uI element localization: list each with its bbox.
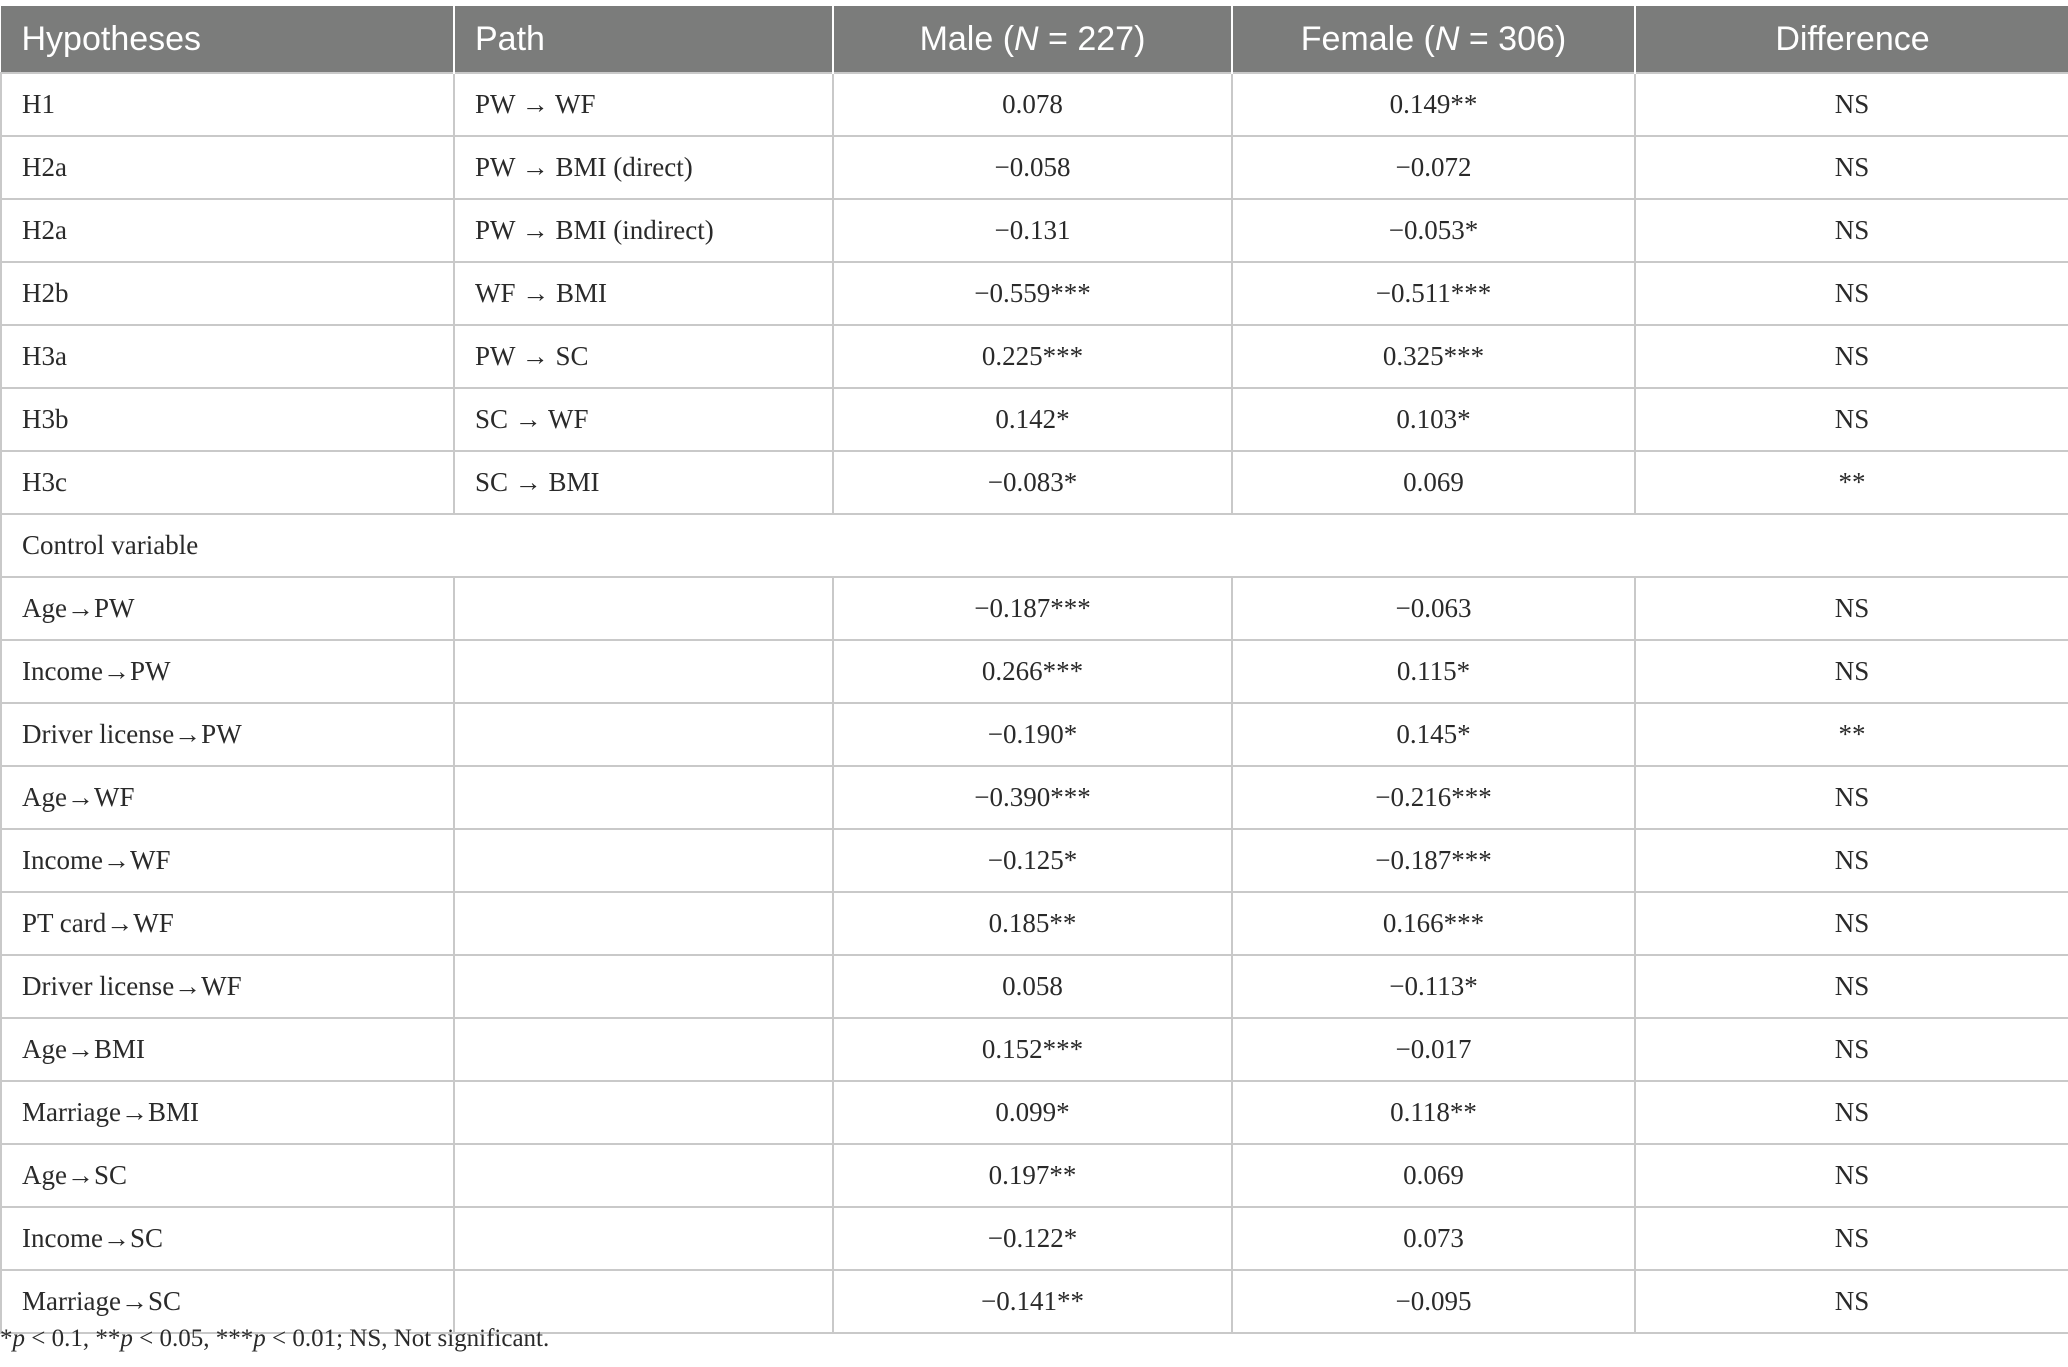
difference-cell: NS: [1635, 325, 2068, 388]
hypothesis-cell: Age→PW: [1, 577, 454, 640]
female-value-cell: 0.069: [1232, 451, 1635, 514]
male-value-cell: −0.390***: [833, 766, 1232, 829]
header-male-suffix: = 227): [1038, 19, 1146, 58]
difference-cell: **: [1635, 451, 2068, 514]
female-value-cell: 0.115*: [1232, 640, 1635, 703]
table-row: [1, 1270, 2068, 1333]
male-value-cell: −0.131: [833, 199, 1232, 262]
table-row: [1, 1207, 2068, 1270]
hypothesis-cell: H1: [1, 73, 454, 136]
path-cell: PW → BMI (indirect): [454, 199, 833, 262]
header-row: [1, 6, 2068, 73]
female-value-cell: 0.325***: [1232, 325, 1635, 388]
female-value-cell: −0.095: [1232, 1270, 1635, 1333]
male-value-cell: −0.141**: [833, 1270, 1232, 1333]
difference-cell: NS: [1635, 892, 2068, 955]
path-cell: [454, 703, 833, 766]
male-value-cell: 0.142*: [833, 388, 1232, 451]
path-cell: PW → BMI (direct): [454, 136, 833, 199]
header-male-prefix: Male (: [919, 19, 1015, 58]
male-value-cell: 0.058: [833, 955, 1232, 1018]
footnote-star-2: **: [95, 1325, 121, 1352]
path-cell: SC → BMI: [454, 451, 833, 514]
footnote-text-1: < 0.1,: [25, 1325, 96, 1352]
path-cell: PW → WF: [454, 73, 833, 136]
table-row: [1, 136, 2068, 199]
header-female-suffix: = 306): [1459, 19, 1567, 58]
table-row: [1, 640, 2068, 703]
male-value-cell: 0.225***: [833, 325, 1232, 388]
path-cell: [454, 1207, 833, 1270]
male-value-cell: 0.152***: [833, 1018, 1232, 1081]
difference-cell: NS: [1635, 73, 2068, 136]
hypothesis-cell: Marriage→SC: [1, 1270, 454, 1333]
male-value-cell: −0.559***: [833, 262, 1232, 325]
male-value-cell: −0.058: [833, 136, 1232, 199]
difference-cell: NS: [1635, 1207, 2068, 1270]
female-value-cell: 0.118**: [1232, 1081, 1635, 1144]
table-row: [1, 829, 2068, 892]
path-cell: SC → WF: [454, 388, 833, 451]
hypothesis-cell: H2b: [1, 262, 454, 325]
female-value-cell: 0.069: [1232, 1144, 1635, 1207]
difference-cell: NS: [1635, 640, 2068, 703]
path-cell: [454, 892, 833, 955]
path-cell: [454, 1270, 833, 1333]
table-row: [1, 451, 2068, 514]
female-value-cell: −0.053*: [1232, 199, 1635, 262]
header-female: [1232, 6, 1635, 73]
hypothesis-cell: H3c: [1, 451, 454, 514]
male-value-cell: 0.099*: [833, 1081, 1232, 1144]
footnote-p-3: p: [253, 1325, 266, 1352]
hypothesis-cell: Marriage→BMI: [1, 1081, 454, 1144]
table-row: [1, 262, 2068, 325]
results-table: [0, 6, 2068, 1334]
hypothesis-cell: Age→SC: [1, 1144, 454, 1207]
difference-cell: NS: [1635, 199, 2068, 262]
difference-cell: NS: [1635, 1144, 2068, 1207]
female-value-cell: −0.216***: [1232, 766, 1635, 829]
header-female-prefix: Female (: [1300, 19, 1435, 58]
difference-cell: NS: [1635, 766, 2068, 829]
path-cell: [454, 1081, 833, 1144]
female-value-cell: −0.063: [1232, 577, 1635, 640]
footnote-text-3: < 0.01; NS, Not significant.: [265, 1325, 550, 1352]
female-value-cell: −0.017: [1232, 1018, 1635, 1081]
table-body: [1, 73, 2068, 1333]
table-footnote: [0, 1325, 549, 1353]
difference-cell: NS: [1635, 829, 2068, 892]
footnote-star-1: *: [0, 1325, 13, 1352]
hypothesis-cell: Income→SC: [1, 1207, 454, 1270]
header-female-n: N: [1434, 19, 1460, 58]
table-row: [1, 199, 2068, 262]
footnote-p-2: p: [120, 1325, 133, 1352]
hypothesis-cell: H2a: [1, 199, 454, 262]
footnote-p-1: p: [12, 1325, 25, 1352]
table-row: [1, 1081, 2068, 1144]
female-value-cell: −0.072: [1232, 136, 1635, 199]
section-row: [1, 514, 2068, 577]
table-row: [1, 577, 2068, 640]
table-row: [1, 766, 2068, 829]
path-cell: WF → BMI: [454, 262, 833, 325]
difference-cell: NS: [1635, 388, 2068, 451]
hypothesis-cell: Driver license→PW: [1, 703, 454, 766]
table-row: [1, 955, 2068, 1018]
male-value-cell: −0.122*: [833, 1207, 1232, 1270]
male-value-cell: 0.078: [833, 73, 1232, 136]
table-row: [1, 1018, 2068, 1081]
hypothesis-cell: H3b: [1, 388, 454, 451]
female-value-cell: 0.073: [1232, 1207, 1635, 1270]
table-row: [1, 325, 2068, 388]
header-difference: Difference: [1635, 6, 2068, 73]
difference-cell: NS: [1635, 1270, 2068, 1333]
difference-cell: NS: [1635, 262, 2068, 325]
hypothesis-cell: Driver license→WF: [1, 955, 454, 1018]
path-cell: PW → SC: [454, 325, 833, 388]
section-label: Control variable: [1, 514, 2068, 577]
difference-cell: NS: [1635, 1018, 2068, 1081]
table-row: [1, 388, 2068, 451]
hypothesis-cell: Age→WF: [1, 766, 454, 829]
female-value-cell: −0.113*: [1232, 955, 1635, 1018]
path-cell: [454, 829, 833, 892]
male-value-cell: −0.083*: [833, 451, 1232, 514]
difference-cell: NS: [1635, 1081, 2068, 1144]
female-value-cell: 0.149**: [1232, 73, 1635, 136]
table-row: [1, 892, 2068, 955]
male-value-cell: 0.185**: [833, 892, 1232, 955]
male-value-cell: −0.187***: [833, 577, 1232, 640]
male-value-cell: 0.197**: [833, 1144, 1232, 1207]
male-value-cell: −0.125*: [833, 829, 1232, 892]
path-cell: [454, 577, 833, 640]
female-value-cell: 0.145*: [1232, 703, 1635, 766]
path-cell: [454, 640, 833, 703]
hypothesis-cell: Age→BMI: [1, 1018, 454, 1081]
table-row: [1, 1144, 2068, 1207]
female-value-cell: 0.166***: [1232, 892, 1635, 955]
hypothesis-cell: H3a: [1, 325, 454, 388]
footnote-star-3: ***: [215, 1325, 254, 1352]
difference-cell: NS: [1635, 955, 2068, 1018]
female-value-cell: −0.511***: [1232, 262, 1635, 325]
footnote-text-2: < 0.05,: [132, 1325, 216, 1352]
male-value-cell: −0.190*: [833, 703, 1232, 766]
difference-cell: **: [1635, 703, 2068, 766]
hypothesis-cell: Income→PW: [1, 640, 454, 703]
hypothesis-cell: H2a: [1, 136, 454, 199]
male-value-cell: 0.266***: [833, 640, 1232, 703]
header-male: [833, 6, 1232, 73]
path-cell: [454, 766, 833, 829]
table-header: [1, 6, 2068, 73]
female-value-cell: 0.103*: [1232, 388, 1635, 451]
difference-cell: NS: [1635, 136, 2068, 199]
path-cell: [454, 1018, 833, 1081]
hypothesis-cell: Income→WF: [1, 829, 454, 892]
hypothesis-cell: PT card→WF: [1, 892, 454, 955]
table-row: [1, 703, 2068, 766]
path-cell: [454, 955, 833, 1018]
table-row: [1, 73, 2068, 136]
header-hypotheses: Hypotheses: [1, 6, 454, 73]
header-male-n: N: [1014, 19, 1039, 58]
difference-cell: NS: [1635, 577, 2068, 640]
path-cell: [454, 1144, 833, 1207]
header-path: Path: [454, 6, 833, 73]
female-value-cell: −0.187***: [1232, 829, 1635, 892]
